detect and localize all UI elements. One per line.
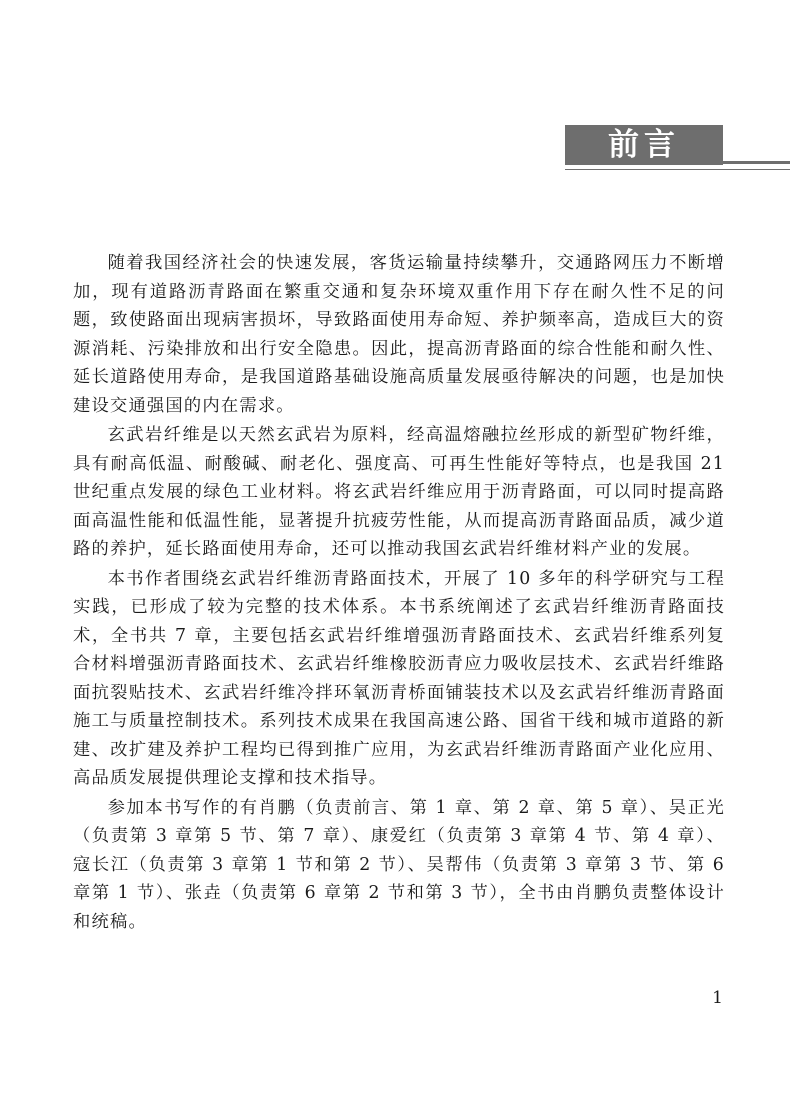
paragraph: 参加本书写作的有肖鹏（负责前言、第 1 章、第 2 章、第 5 章）、吴正光（负责第 3 章第 5 节、第 7 章）、康爱红（负责第 3 章第 4 节、第 4 章）、寇长江（负责第 3 章第 1 节和第 2 节）、吴帮伟（负责第 3 章第 3 节、第 6 章第 1 节）、张垚（负责第 6 章第 2 节和第 3 节），全书由肖鹏负责整体设计和统稿。 <box>73 797 725 932</box>
header-rule-thick <box>723 161 790 164</box>
paragraph: 本书作者围绕玄武岩纤维沥青路面技术，开展了 10 多年的科学研究与工程实践，已形成了较为完整的技术体系。本书系统阐述了玄武岩纤维沥青路面技术，全书共 7 章，主要包括玄武岩纤维增强沥青路面技术、玄武岩纤维系列复合材料增强沥青路面技术、玄武岩纤维橡胶沥青应力吸收层技术、玄武岩纤维路面抗裂贴技术、玄武岩纤维冷拌环氧沥青桥面铺装技术以及玄武岩纤维沥青路面施工与质量控制技术。系列技术成果在我国高速公路、国省干线和城市道路的新建、改扩建及养护工程均已得到推广应用，为玄武岩纤维沥青路面产业化应用、高品质发展提供理论支撑和技术指导。 <box>73 568 725 788</box>
preface-body <box>73 249 725 937</box>
chapter-title: 前言 <box>608 127 680 163</box>
paragraph: 玄武岩纤维是以天然玄武岩为原料，经高温熔融拉丝形成的新型矿物纤维，具有耐高低温、耐酸碱、耐老化、强度高、可再生性能好等特点，也是我国 21 世纪重点发展的绿色工业材料。将玄武岩纤维应用于沥青路面，可以同时提高路面高温性能和低温性能，显著提升抗疲劳性能，从而提高沥青路面品质，减少道路的养护，延长路面使用寿命，还可以推动我国玄武岩纤维材料产业的发展。 <box>73 425 725 559</box>
header-rule-thin <box>565 169 790 170</box>
paragraph: 随着我国经济社会的快速发展，客货运输量持续攀升，交通路网压力不断增加，现有道路沥青路面在繁重交通和复杂环境双重作用下存在耐久性不足的问题，致使路面出现病害损坏，导致路面使用寿命短、养护频率高，造成巨大的资源消耗、污染排放和出行安全隐患。因此，提高沥青路面的综合性能和耐久性、延长道路使用寿命，是我国道路基础设施高质量发展亟待解决的问题，也是加快建设交通强国的内在需求。 <box>73 253 725 416</box>
page-number: 1 <box>712 988 723 1008</box>
